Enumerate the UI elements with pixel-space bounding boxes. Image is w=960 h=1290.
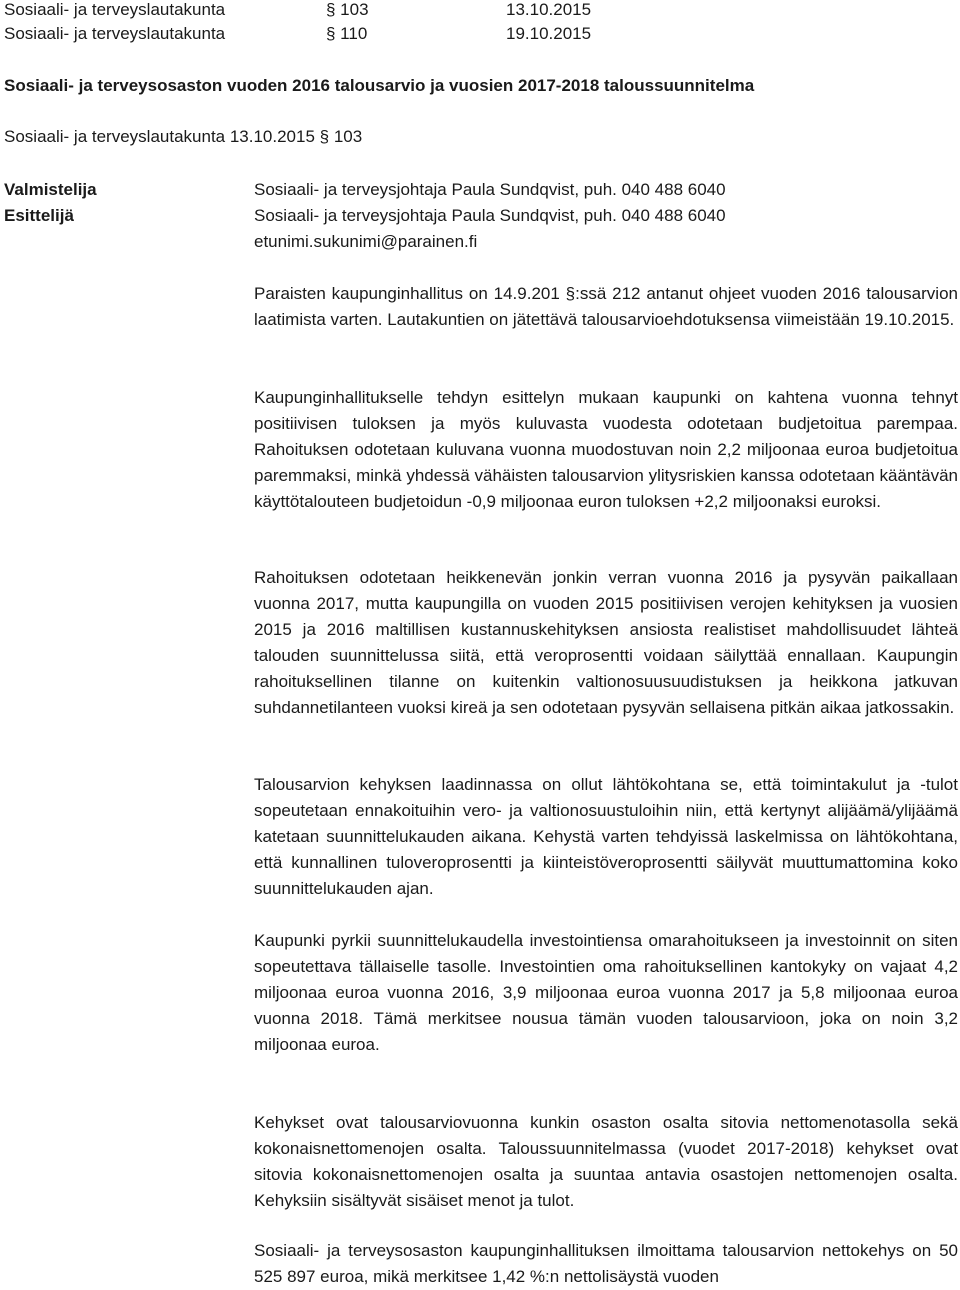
presenter-label: Esittelijä [4,206,74,225]
header-section: § 103 [326,0,369,19]
document-title: Sosiaali- ja terveysosaston vuoden 2016 talousarvio ja vuosien 2017-2018 taloussuunnitelma [4,76,755,95]
body-paragraph-7: Sosiaali- ja terveysosaston kaupunginhallituksen ilmoittama talousarvion nettokehys on 50 525 897 euroa, mikä merkitsee 1,42 %:n nettolisäystä vuoden [254,1241,958,1286]
email-link[interactable]: etunimi.sukunimi@parainen.fi [254,232,478,251]
preparer-label: Valmistelija [4,180,97,199]
header-date: 19.10.2015 [506,24,592,43]
preparer-value: Sosiaali- ja terveysjohtaja Paula Sundqvist, puh. 040 488 6040 [254,180,726,199]
header-section: § 110 [326,24,368,43]
meeting-reference: Sosiaali- ja terveyslautakunta 13.10.2015 § 103 [4,127,363,146]
header-date: 13.10.2015 [506,0,592,19]
header-committee: Sosiaali- ja terveyslautakunta [4,0,226,19]
body-paragraph-3: Rahoituksen odotetaan heikkenevän jonkin verran vuonna 2016 ja pysyvän paikallaan vuonna 2017, mutta kaupungilla on vuoden 2015 positiivisen verojen kehityksen ja vuosien 2015 ja 2016 maltillisen kustannuskehityksen ansiosta realistiset mahdollisuudet lähteä talouden suunnittelussa siitä, että veroprosentti voidaan säilyttää ennallaan. Kaupungin rahoituksellinen tilanne on kuitenkin valtionosuusuudistuksen ja heikkona jatkuvan suhdannetilanteen vuoksi kireä ja sen odotetaan pysyvän sellaisena pitkän aikaa jatkossakin. [254,568,958,717]
body-paragraph-5: Kaupunki pyrkii suunnittelukaudella investointiensa omarahoitukseen ja investoinnit on siten sopeutettava tällaiselle tasolle. Investointien oma rahoituksellinen kantokyky on vajaat 4,2 miljoonaa euroa vuonna 2016, 3,9 miljoonaa euroa vuonna 2017 ja 5,8 miljoonaa euroa vuonna 2018. Tämä merkitsee nousua tämän vuoden talousarvioon, joka on noin 3,2 miljoonaa euroa. [254,931,958,1054]
presenter-value: Sosiaali- ja terveysjohtaja Paula Sundqvist, puh. 040 488 6040 [254,206,726,225]
body-paragraph-6: Kehykset ovat talousarviovuonna kunkin osaston osalta sitovia nettomenotasolla sekä kokonaisnettomenojen osalta. Taloussuunnitelmassa (vuodet 2017-2018) kehykset ovat sitovia kokonaisnettomenojen osalta ja suuntaa antavia osastojen nettomenojen osalta. Kehyksiin sisältyvät sisäiset menot ja tulot. [254,1113,958,1210]
body-paragraph-2: Kaupunginhallitukselle tehdyn esittelyn mukaan kaupunki on kahtena vuonna tehnyt positiivisen tuloksen ja myös kuluvasta vuodesta odotetaan budjetoitua parempaa. Rahoituksen odotetaan kuluvana vuonna muodostuvan noin 2,2 miljoonaa euroa budjetoitua paremmaksi, minkä yhdessä vähäisten talousarvion ylitysriskien kanssa odotetaan kääntävän käyttötalouteen budjetoidun -0,9 miljoonaa euron tuloksen +2,2 miljoonaksi euroksi. [254,388,958,511]
body-paragraph-1: Paraisten kaupunginhallitus on 14.9.201 §:ssä 212 antanut ohjeet vuoden 2016 talousarvion laatimista varten. Lautakuntien on jätettävä talousarvioehdotuksensa viimeistään 19.10.2015. [254,284,958,329]
body-paragraph-4: Talousarvion kehyksen laadinnassa on ollut lähtökohtana se, että toimintakulut ja -tulot sopeutetaan ennakoituihin vero- ja valtionosuustuloihin niin, että kertynyt alijäämä/ylijäämä katetaan suunnittelukauden aikana. Kehystä varten tehdyissä laskelmissa on lähtökohtana, että kunnallinen tuloveroprosentti ja kiinteistöveroprosentti säilyvät muuttumattomina koko suunnittelukauden ajan. [254,775,958,898]
header-committee: Sosiaali- ja terveyslautakunta [4,24,226,43]
